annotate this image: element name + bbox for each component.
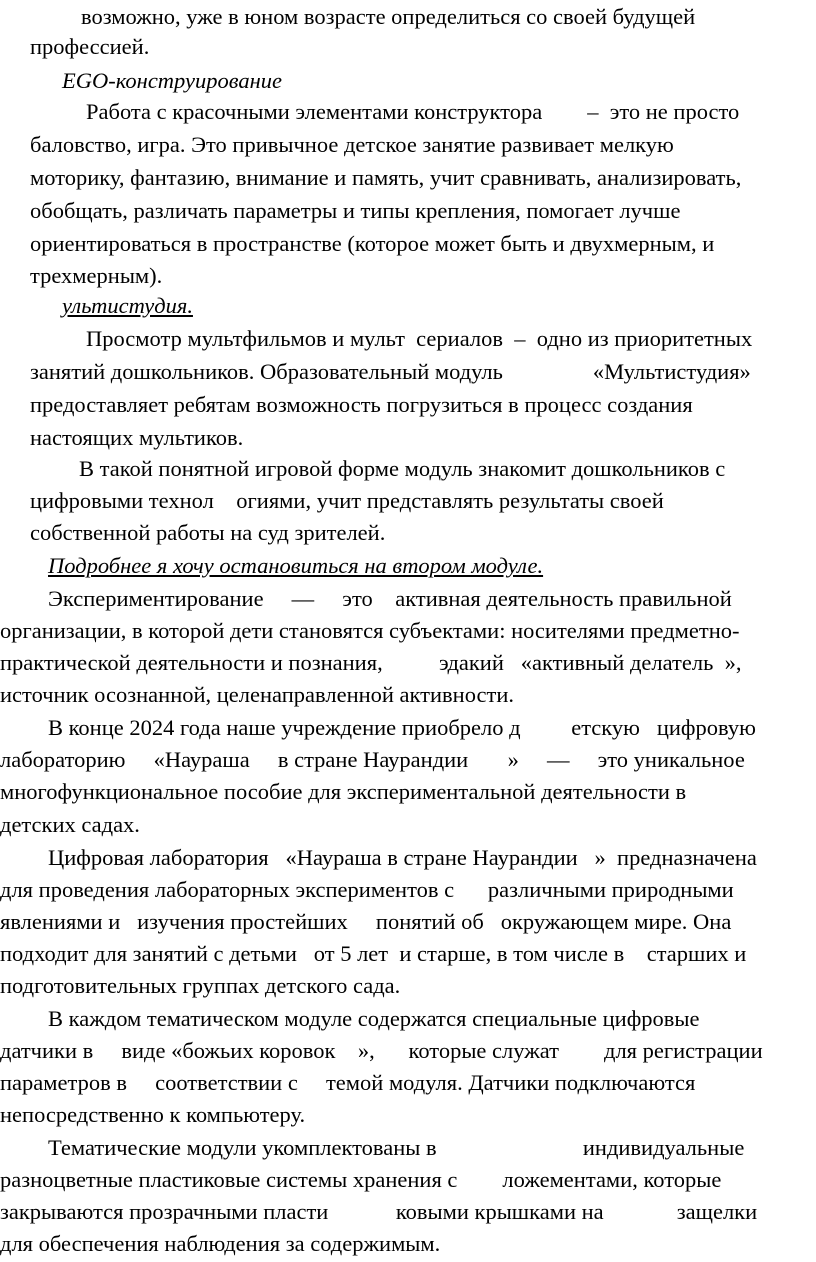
paragraph-line: предоставляет ребятам возможность погрузиться в процесс создания [30, 392, 693, 417]
paragraph-line: подготовительных группах детского сада. [0, 973, 401, 998]
paragraph-line: В конце 2024 года наше учреждение приобрело д етскую цифровую [48, 715, 756, 740]
paragraph-line: лабораторию «Наураша в стране Наурандии » — это уникальное [0, 747, 745, 772]
paragraph-line: явлениями и изучения простейших понятий об окружающем мире. Она [0, 909, 732, 934]
paragraph-line: ориентироваться в пространстве (которое может быть и двухмерным, и [30, 231, 715, 256]
paragraph-line: датчики в виде «божьих коровок », которые служат для регистрации [0, 1038, 763, 1063]
paragraph-line: Цифровая лаборатория «Наураша в стране Наурандии » предназначена [48, 845, 757, 870]
paragraph-line: подходит для занятий с детьми от 5 лет и старше, в том числе в старших и [0, 941, 747, 966]
paragraph-line: цифровыми технол огиями, учит представлять результаты своей [30, 488, 664, 513]
paragraph-line: собственной работы на суд зрителей. [30, 520, 386, 545]
paragraph-line: Тематические модули укомплектованы в индивидуальные [48, 1135, 745, 1160]
paragraph-line: обобщать, различать параметры и типы крепления, помогает лучше [30, 198, 681, 223]
paragraph-line: закрываются прозрачными пласти ковыми крышками на защелки [0, 1199, 758, 1224]
paragraph-line: Экспериментирование — это активная деятельность правильной [48, 586, 732, 611]
section-heading-ego: EGO-конструирование [62, 68, 283, 93]
paragraph-line: баловство, игра. Это привычное детское занятие развивает мелкую [30, 132, 674, 157]
paragraph-line: для обеспечения наблюдения за содержимым. [0, 1231, 441, 1256]
section-heading-multistudio: ультистудия. [62, 293, 193, 318]
paragraph-line: настоящих мультиков. [30, 425, 244, 450]
paragraph-line: детских садах. [0, 812, 140, 837]
paragraph-line: для проведения лабораторных экспериментов с различными природными [0, 877, 734, 902]
paragraph-line: непосредственно к компьютеру. [0, 1102, 306, 1127]
section-heading-second-module: Подробнее я хочу остановиться на втором модуле. [48, 553, 544, 578]
paragraph-line: Просмотр мультфильмов и мульт сериалов – одно из приоритетных [86, 326, 753, 351]
paragraph-line: возможно, уже в юном возрасте определиться со своей будущей [81, 4, 696, 29]
paragraph-line: занятий дошкольников. Образовательный модуль «Мультистудия» [30, 359, 751, 384]
paragraph-line: разноцветные пластиковые системы хранения с ложементами, которые [0, 1167, 722, 1192]
paragraph-line: практической деятельности и познания, эдакий «активный делатель », [0, 650, 742, 675]
paragraph-line: организации, в которой дети становятся субъектами: носителями предметно- [0, 618, 740, 643]
paragraph-line: профессией. [30, 34, 150, 59]
paragraph-line: Работа с красочными элементами конструктора – это не просто [86, 99, 740, 124]
paragraph-line: трехмерным). [30, 263, 163, 288]
paragraph-line: источник осознанной, целенаправленной активности. [0, 682, 515, 707]
paragraph-line: параметров в соответствии с темой модуля. Датчики подключаются [0, 1070, 696, 1095]
paragraph-line: В такой понятной игровой форме модуль знакомит дошкольников с [79, 456, 726, 481]
paragraph-line: многофункциональное пособие для экспериментальной деятельности в [0, 779, 687, 804]
paragraph-line: моторику, фантазию, внимание и память, учит сравнивать, анализировать, [30, 165, 742, 190]
paragraph-line: В каждом тематическом модуле содержатся специальные цифровые [48, 1006, 700, 1031]
